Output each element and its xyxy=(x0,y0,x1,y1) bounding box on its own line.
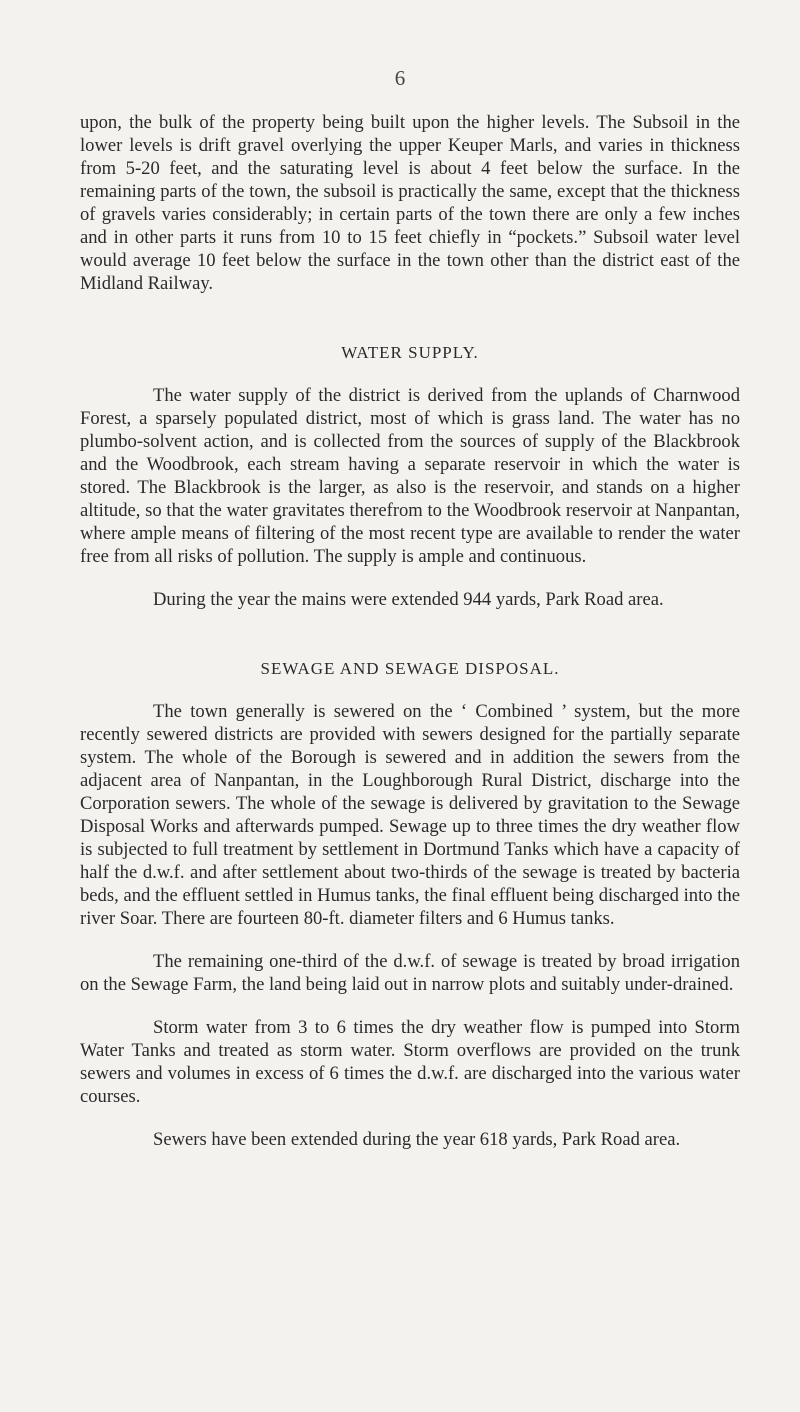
intro-paragraph: upon, the bulk of the property being built upon the higher levels. The Subsoil in the lower levels is drift gravel overlying the upper Keuper Marls, and varies in thickness from 5-20 feet, and the saturating level is about 4 feet below the surface. In the remaining parts of the town, the subsoil is practically the same, except that the thickness of gravels varies considerably; in certain parts of the town there are only a few inches and in other parts it runs from 10 to 15 feet chiefly in “pockets.” Subsoil water level would average 10 feet below the surface in the town other than the district east of the Midland Railway. xyxy=(80,112,740,294)
water-mains-paragraph: During the year the mains were extended 944 yards, Park Road area. xyxy=(153,589,664,610)
sewage-heading: SEWAGE AND SEWAGE DISPOSAL. xyxy=(260,659,560,678)
document-body xyxy=(80,111,740,1151)
sewage-irrigation-paragraph: The remaining one-third of the d.w.f. of sewage is treated by broad irrigation on the Sewage Farm, the land being laid out in narrow plots and suitably under-drained. xyxy=(80,951,740,995)
sewage-system-paragraph: The town generally is sewered on the ‘ Combined ’ system, but the more recently sewered districts are provided with sewers designed for the partially separate system. The whole of the Borough is sewered and in addition the sewers from the adjacent area of Nanpantan, in the Loughborough Rural District, discharge into the Corporation sewers. The whole of the sewage is delivered by gravitation to the Sewage Disposal Works and afterwards pumped. Sewage up to three times the dry weather flow is subjected to full treatment by settlement in Dortmund Tanks which have a capacity of half the d.w.f. and after settlement about two-thirds of the sewage is treated by bacteria beds, and the effluent settled in Humus tanks, the final effluent being discharged into the river Soar. There are fourteen 80-ft. diameter filters and 6 Humus tanks. xyxy=(80,701,740,929)
storm-water-paragraph: Storm water from 3 to 6 times the dry weather flow is pumped into Storm Water Tanks and treated as storm water. Storm overflows are provided on the trunk sewers and volumes in excess of 6 times the d.w.f. are discharged into the various water courses. xyxy=(80,1017,740,1107)
water-supply-heading: WATER SUPPLY. xyxy=(341,343,479,362)
page-number: 6 xyxy=(394,66,406,90)
sewers-extended-paragraph: Sewers have been extended during the year 618 yards, Park Road area. xyxy=(153,1129,681,1150)
water-supply-paragraph: The water supply of the district is derived from the uplands of Charnwood Forest, a sparsely populated district, most of which is grass land. The water has no plumbo-solvent action, and is collected from the sources of supply of the Blackbrook and the Woodbrook, each stream having a separate reservoir in which the water is stored. The Blackbrook is the larger, as also is the reservoir, and stands on a higher altitude, so that the water gravitates therefrom to the Woodbrook reservoir at Nanpantan, where ample means of filtering of the most recent type are available to render the water free from all risks of pollution. The supply is ample and continuous. xyxy=(80,385,740,567)
